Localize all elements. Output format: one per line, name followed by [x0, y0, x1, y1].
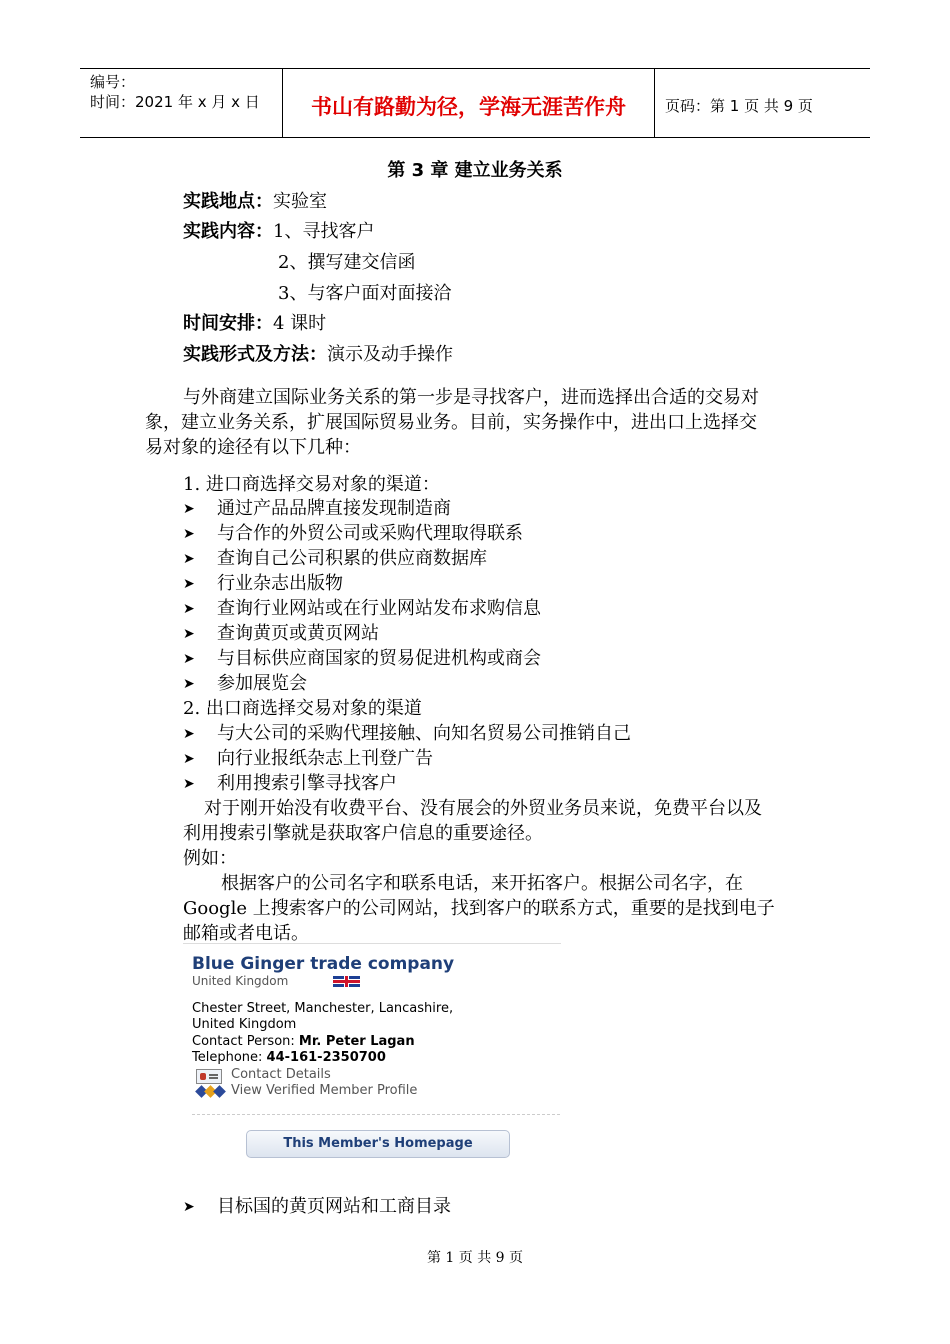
list-item: 查询黄页或黄页网站	[217, 623, 379, 644]
section2-heading: 2. 出口商选择交易对象的渠道	[183, 698, 422, 719]
list-item: 目标国的黄页网站和工商目录	[217, 1196, 451, 1217]
para2-line-2: 利用搜索引擎就是获取客户信息的重要途径。	[183, 823, 543, 844]
list-item: 行业杂志出版物	[217, 573, 343, 594]
arrow-bullet-icon: ➤	[183, 676, 195, 692]
time-value: 4 课时	[273, 313, 327, 334]
header-page-cell	[655, 69, 870, 137]
list-item: 利用搜索引擎寻找客户	[217, 773, 397, 794]
address-line-1: Chester Street, Manchester, Lancashire,	[192, 1001, 454, 1016]
company-name[interactable]: Blue Ginger trade company	[192, 954, 455, 974]
list-item: 查询自己公司积累的供应商数据库	[217, 548, 487, 569]
address-line-2: United Kingdom	[192, 1017, 297, 1032]
arrow-bullet-icon: ➤	[183, 1199, 195, 1215]
list-item: 与合作的外贸公司或采购代理取得联系	[217, 523, 523, 544]
member-homepage-button[interactable]: This Member's Homepage	[246, 1130, 510, 1158]
content-item-3: 3、与客户面对面接洽	[278, 283, 452, 304]
arrow-bullet-icon: ➤	[183, 501, 195, 517]
verified-diamond-icon	[195, 1085, 229, 1099]
header-left-cell	[80, 69, 283, 137]
example-label: 例如：	[183, 848, 237, 869]
intro-line-1: 与外商建立国际业务关系的第一步是寻找客户，进而选择出合适的交易对	[183, 387, 759, 408]
content-item-1: 1、寻找客户	[273, 221, 375, 242]
list-item: 参加展览会	[217, 673, 307, 694]
para3-line-2: Google 上搜索客户的公司网站，找到客户的联系方式，重要的是找到电子	[183, 898, 775, 919]
practice-place	[183, 190, 327, 214]
arrow-bullet-icon: ➤	[183, 551, 195, 567]
form-value: 演示及动手操作	[327, 344, 453, 365]
place-label: 实践地点：	[183, 191, 273, 212]
company-profile-card	[183, 943, 561, 1164]
arrow-bullet-icon: ➤	[183, 651, 195, 667]
arrow-bullet-icon: ➤	[183, 751, 195, 767]
arrow-bullet-icon: ➤	[183, 601, 195, 617]
contact-details-link[interactable]: Contact Details	[231, 1067, 331, 1082]
form-label: 实践形式及方法：	[183, 344, 327, 365]
contact-card-icon	[196, 1069, 222, 1084]
list-item: 与大公司的采购代理接触、向知名贸易公司推销自己	[217, 723, 631, 744]
place-value: 实验室	[273, 191, 327, 212]
telephone	[192, 1050, 386, 1065]
page-number-label: 页码：第 1 页 共 9 页	[665, 97, 813, 115]
verified-profile-link[interactable]: View Verified Member Profile	[231, 1083, 418, 1098]
intro-line-3: 易对象的途径有以下几种：	[145, 437, 361, 458]
header-motto-cell	[283, 69, 655, 137]
arrow-bullet-icon: ➤	[183, 726, 195, 742]
uk-flag-icon	[333, 976, 360, 987]
telephone-value: 44-161-2350700	[266, 1050, 386, 1065]
section1-heading: 1. 进口商选择交易对象的渠道：	[183, 474, 440, 495]
arrow-bullet-icon: ➤	[183, 776, 195, 792]
practice-form	[183, 343, 453, 367]
practice-content	[183, 220, 374, 244]
time-arrangement	[183, 312, 326, 336]
contact-person	[192, 1034, 415, 1049]
content-item-2: 2、撰写建交信函	[278, 252, 416, 273]
content-label: 实践内容：	[183, 221, 273, 242]
chapter-title: 第 3 章 建立业务关系	[387, 160, 563, 181]
list-item: 与目标供应商国家的贸易促进机构或商会	[217, 648, 541, 669]
time-label: 时间安排：	[183, 313, 273, 334]
contact-person-label: Contact Person:	[192, 1034, 299, 1049]
para3-line-1: 根据客户的公司名字和联系电话，来开拓客户。根据公司名字，在	[221, 873, 743, 894]
arrow-bullet-icon: ➤	[183, 526, 195, 542]
arrow-bullet-icon: ➤	[183, 576, 195, 592]
telephone-label: Telephone:	[192, 1050, 267, 1065]
list-item: 向行业报纸杂志上刊登广告	[217, 748, 433, 769]
header-table	[80, 68, 870, 138]
contact-person-value: Mr. Peter Lagan	[298, 1034, 415, 1049]
card-divider	[192, 1114, 560, 1115]
arrow-bullet-icon: ➤	[183, 626, 195, 642]
para3-line-3: 邮箱或者电话。	[183, 923, 309, 944]
intro-line-2: 象，建立业务关系，扩展国际贸易业务。目前，实务操作中，进出口上选择交	[145, 412, 757, 433]
page-footer: 第 1 页 共 9 页	[426, 1250, 524, 1266]
company-country: United Kingdom	[192, 974, 289, 988]
motto: 书山有路勤为径，学海无涯苦作舟	[311, 95, 626, 119]
para2-line-1: 对于刚开始没有收费平台、没有展会的外贸业务员来说，免费平台以及	[204, 798, 762, 819]
list-item: 通过产品品牌直接发现制造商	[217, 498, 451, 519]
date-label: 时间：2021 年 x 月 x 日	[90, 93, 260, 111]
number-label: 编号：	[90, 73, 136, 91]
list-item: 查询行业网站或在行业网站发布求购信息	[217, 598, 541, 619]
